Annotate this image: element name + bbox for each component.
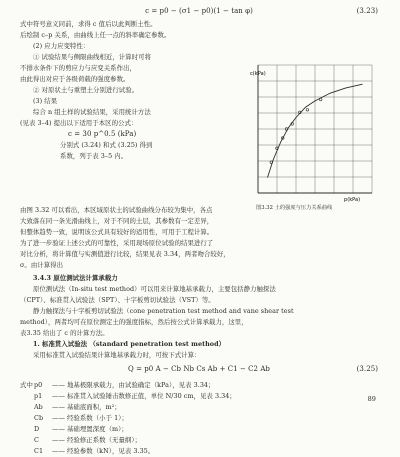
subsection-line: 采用标准贯入试验结果计算地基承载力时，可按下式计算： — [33, 351, 201, 359]
body-line: 由图 3.32 可以看出，本区域原状土的试验曲线分布较为集中，各点 — [20, 206, 213, 214]
legend-text: —— 经验参数（kN），见表 3.35。 — [52, 447, 155, 455]
subsection-heading — [20, 339, 378, 350]
legend-text: —— 经验修正系数（无量纲）； — [52, 436, 142, 444]
legend-row — [20, 391, 378, 402]
where-label: 式中 — [20, 381, 33, 389]
equation-324-text: c = 30 p^0.5 (kPa) — [68, 130, 137, 138]
subsection-title-en: （standard penetration test method） — [89, 340, 226, 348]
legend-text: —— 经验系数（小于 1）； — [52, 414, 128, 422]
legend-text: —— 标准贯入试验锤击数修正值，单位 N/30 cm，见表 3.34； — [52, 392, 236, 400]
header-equation-text: c = p0 − (σ1 − p0)(1 − tan φ) — [145, 7, 253, 15]
legend-symbol: D — [34, 425, 40, 433]
legend-text: —— 地基极限承载力，由试验确定（kPa），见表 3.34； — [52, 381, 215, 389]
para-line: (见表 3–4) 提出以下适用于本区的公式： — [20, 119, 138, 127]
chart-grid — [258, 65, 372, 193]
para-line: 分别式 (3.24) 和式 (3.25) 得到 — [60, 141, 153, 149]
intro-line: (2) 应力应变特性： — [33, 42, 90, 50]
equation-325 — [20, 364, 378, 377]
body-line: 大致落在同一条光滑曲线上，对于不同的土层，其参数有一定差异， — [20, 217, 214, 225]
section-line: （CPT）、标准贯入试验法（SPT）、十字板剪切试验法（VST）等。 — [20, 296, 215, 304]
legend-text: —— 基础底面积，m²； — [52, 403, 121, 411]
section-line: 静力触探法与十字板剪切试验法（cone penetration test method and vane shear test — [33, 307, 294, 315]
legend-row — [20, 424, 378, 435]
legend-row — [20, 380, 378, 391]
legend-text: —— 基础埋置深度（m）； — [52, 425, 128, 433]
intro-line: ① 试验结果与侧限曲线相近，计算时可将 — [33, 53, 152, 61]
legend-symbol: C1 — [34, 447, 44, 455]
body-line: 但整体趋势一致，说明该公式具有较好的适用性，可用于工程计算。 — [20, 228, 214, 236]
para-line: 系数，列于表 3–5 内。 — [60, 152, 128, 160]
intro-line: 由此得出对应于各级荷载的强度参数。 — [20, 75, 130, 83]
intro-line: 式中符号意义同前，求得 c 值后以此判断土性。 — [20, 20, 157, 28]
legend-symbol: p0 — [34, 381, 43, 389]
variable-legend — [20, 380, 378, 457]
equation-324 — [20, 129, 238, 140]
legend-symbol: Cb — [34, 414, 44, 422]
page-number: 89 — [367, 395, 376, 403]
left-column — [20, 19, 238, 162]
intro-line: (3) 结果 — [33, 97, 58, 105]
strength-pressure-chart — [244, 55, 380, 205]
intro-line: 不排水条件下的剪应力与应变关系作出， — [20, 64, 136, 72]
intro-line: ② 对原状土与重塑土分别进行试验。 — [33, 86, 139, 94]
chart-data-point — [306, 109, 309, 112]
chart-data-point — [319, 98, 322, 101]
legend-symbol: C — [34, 436, 39, 444]
equation-325-number: (3.25) — [356, 365, 378, 373]
legend-row — [20, 446, 378, 457]
section-line: 原位测试法（In-situ test method）可以用来计算地基承载力，主要包括静力触探法 — [33, 285, 276, 293]
section-title: 原位测试法计算承载力 — [53, 274, 118, 282]
header-equation — [20, 6, 378, 19]
subsection-title: 1. 标准贯入试验法 — [33, 340, 88, 348]
chart-x-label: p(kPa) — [344, 197, 361, 203]
legend-row — [20, 402, 378, 413]
legend-symbol: Ab — [34, 403, 43, 411]
section-line: method），两者均可在原位测定土的强度指标，然后按公式计算承载力，这里， — [20, 318, 248, 326]
header-equation-number: (3.23) — [356, 7, 378, 15]
legend-row — [20, 413, 378, 424]
section-number: 3.4.3 — [33, 274, 52, 282]
legend-row — [20, 435, 378, 446]
section-heading — [20, 273, 378, 284]
legend-symbol: p1 — [34, 392, 43, 400]
body-line: σ。由计算得出 — [20, 261, 64, 269]
para-line: 综合 n 组土样的试验结果，采用统计方法 — [33, 108, 151, 116]
body-line: 为了进一步验证上述公式的可靠性，采用现场原位试验的结果进行了 — [20, 239, 214, 247]
chart-y-label: c(kPa) — [250, 71, 266, 77]
section-line: 表3.35 给出了 c 的计算方法。 — [20, 329, 109, 337]
body-line: 对比分析，将计算值与实测值进行比较，结果见表 3.34，两者吻合较好， — [20, 250, 230, 258]
intro-line: 后绘制 c–p 关系，由曲线上任一点的斜率确定参数。 — [20, 31, 171, 39]
figure-caption: 图3.32 土的强度与压力关系曲线 — [256, 205, 333, 211]
equation-325-text: Q = p0 A − Cb Nb Cs Ab + C1 − C2 Ab — [128, 365, 270, 373]
